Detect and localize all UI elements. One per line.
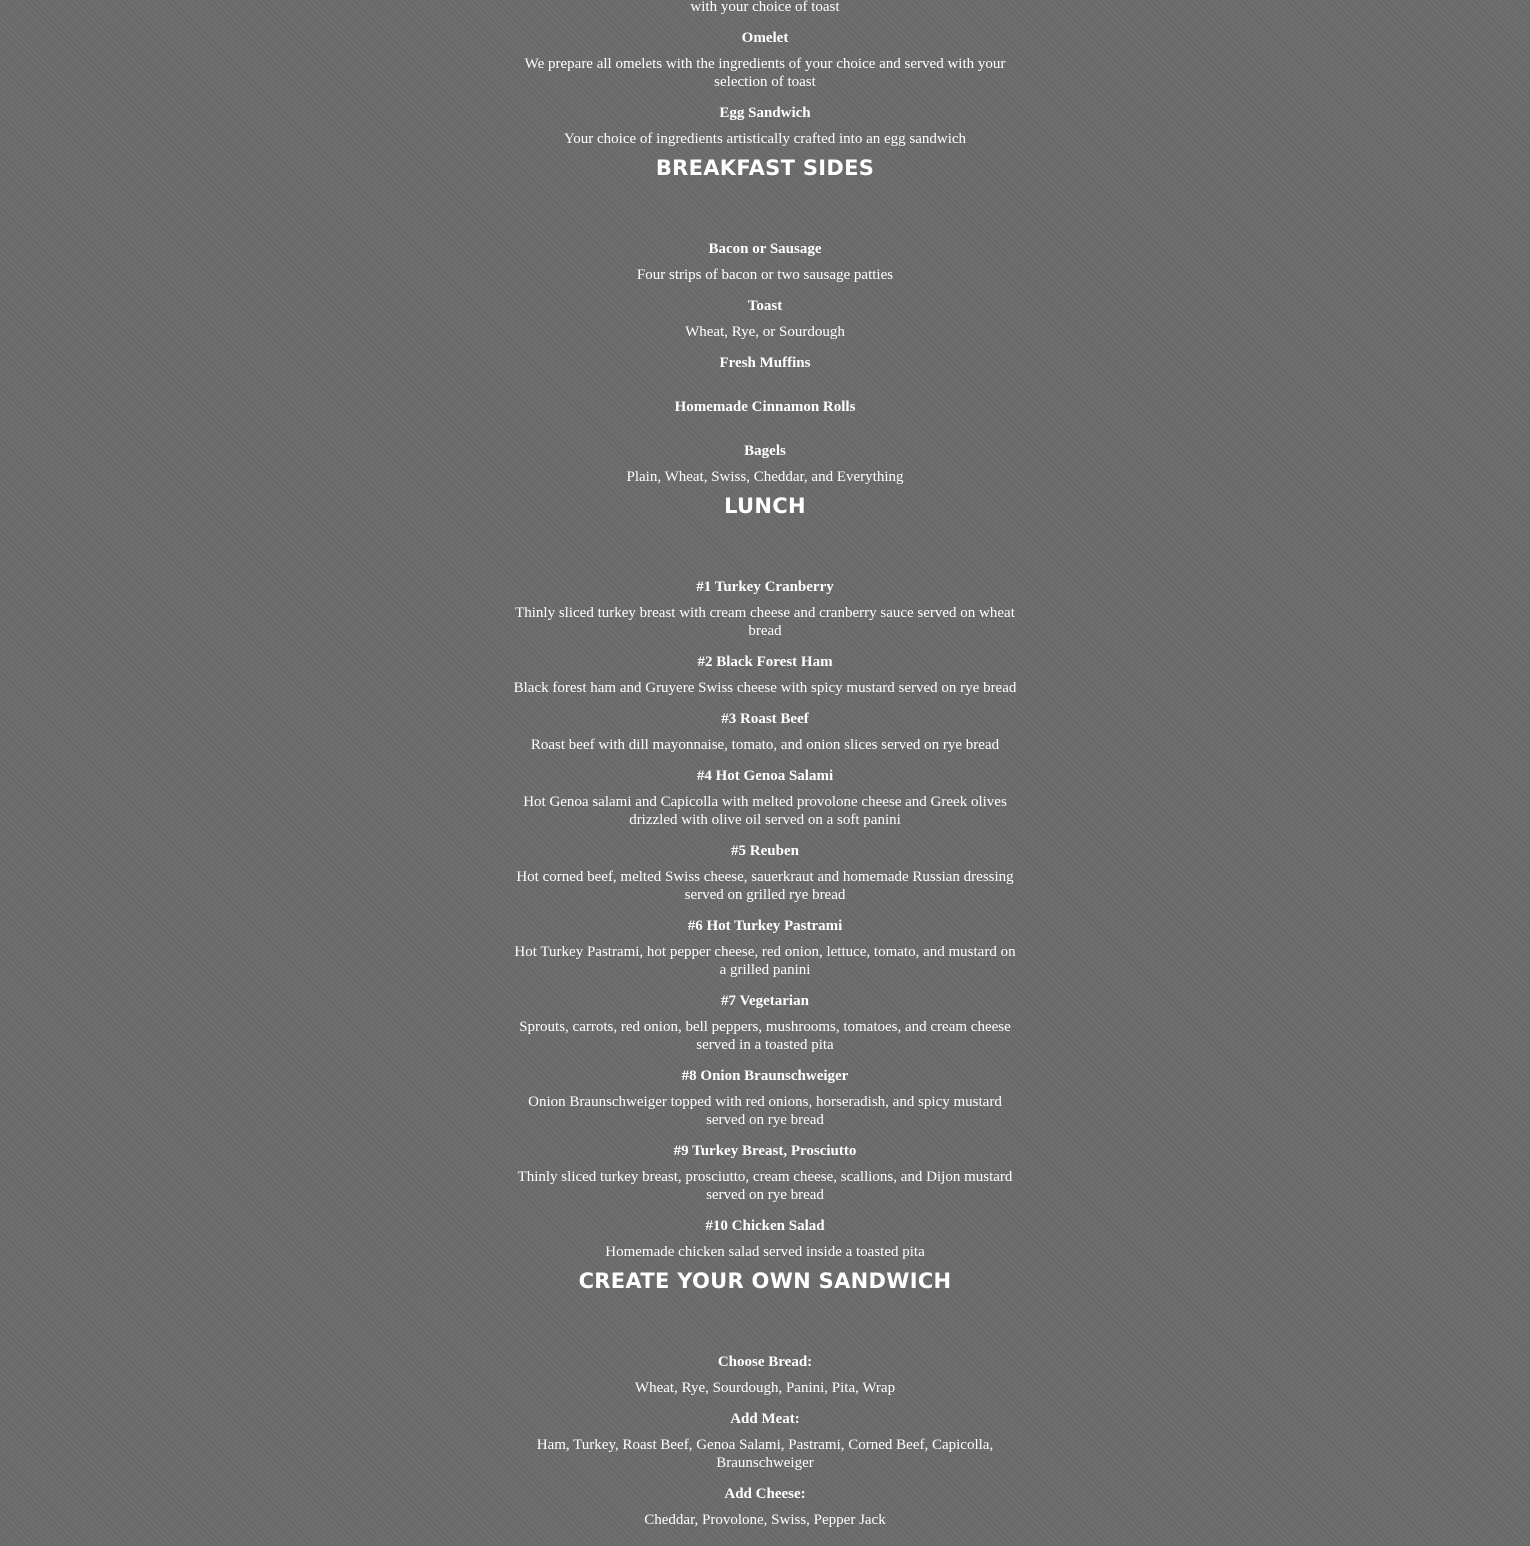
item-name: Bacon or Sausage [708, 241, 822, 257]
lunch-item [510, 1129, 1020, 1204]
item-description: Thinly sliced turkey breast, prosciutto, cream cheese, scallions, and Dijon mustard served on rye bread [517, 1169, 1013, 1203]
item-description: Wheat, Rye, Sourdough, Panini, Pita, Wrap [634, 1380, 896, 1396]
item-description: Sprouts, carrots, red onion, bell peppers, mushrooms, tomatoes, and cream cheese served in a toasted pita [519, 1019, 1011, 1053]
item-name: #4 Hot Genoa Salami [696, 768, 834, 784]
previous-item-description-tail: with your choice of toast [690, 0, 840, 15]
item-name: #1 Turkey Cranberry [696, 579, 834, 595]
item-name: Bagels [744, 443, 786, 459]
item-description: Wheat, Rye, or Sourdough [685, 324, 845, 340]
item-name: #8 Onion Braunschweiger [681, 1068, 849, 1084]
section-heading-breakfast-sides: BREAKFAST SIDES [655, 156, 875, 180]
item-name: #10 Chicken Salad [705, 1218, 825, 1234]
item-description: Roast beef with dill mayonnaise, tomato, and onion slices served on rye bread [530, 737, 1000, 753]
lunch-item [510, 697, 1020, 754]
lunch-item [510, 1204, 1020, 1261]
option-add-meat [510, 1397, 1020, 1472]
item-description: We prepare all omelets with the ingredients of your choice and served with your selection of toast [524, 56, 1006, 90]
item-description: Four strips of bacon or two sausage patties [636, 267, 894, 283]
lunch-item [510, 640, 1020, 697]
option-add-cheese [510, 1472, 1020, 1529]
item-description: Onion Braunschweiger topped with red onions, horseradish, and spicy mustard served on rye bread [528, 1094, 1002, 1128]
item-name: Add Meat: [730, 1411, 800, 1427]
lunch-item [510, 979, 1020, 1054]
lunch-item [510, 1054, 1020, 1129]
lunch-item [510, 829, 1020, 904]
item-name: #9 Turkey Breast, Prosciutto [673, 1143, 857, 1159]
item-name: #3 Roast Beef [721, 711, 809, 727]
lunch-item [510, 754, 1020, 829]
item-name: Omelet [741, 30, 789, 46]
menu-item-bacon-or-sausage [510, 227, 1020, 284]
menu-item-toast [510, 284, 1020, 341]
item-description: Hot corned beef, melted Swiss cheese, sauerkraut and homemade Russian dressing served on grilled rye bread [516, 869, 1014, 903]
section-heading-create-your-own: CREATE YOUR OWN SANDWICH [578, 1269, 952, 1293]
item-name: Egg Sandwich [719, 105, 811, 121]
menu-column [510, 0, 1020, 1529]
menu-item-omelet [510, 16, 1020, 91]
option-choose-bread [510, 1340, 1020, 1397]
item-description: Black forest ham and Gruyere Swiss cheese with spicy mustard served on rye bread [513, 680, 1017, 696]
item-name: Homemade Cinnamon Rolls [674, 399, 856, 415]
item-description: Thinly sliced turkey breast with cream cheese and cranberry sauce served on wheat bread [515, 605, 1015, 639]
item-name: #6 Hot Turkey Pastrami [687, 918, 843, 934]
item-description: Ham, Turkey, Roast Beef, Genoa Salami, Pastrami, Corned Beef, Capicolla, Braunschweiger [536, 1437, 994, 1471]
item-name: Add Cheese: [724, 1486, 806, 1502]
item-description: Cheddar, Provolone, Swiss, Pepper Jack [644, 1512, 886, 1528]
menu-item-egg-sandwich [510, 91, 1020, 148]
item-description: Hot Genoa salami and Capicolla with melted provolone cheese and Greek olives drizzled with olive oil served on a soft panini [523, 794, 1007, 828]
lunch-item [510, 565, 1020, 640]
item-name: #2 Black Forest Ham [697, 654, 833, 670]
item-name: Choose Bread: [717, 1354, 813, 1370]
item-name: #5 Reuben [731, 843, 799, 859]
lunch-item [510, 904, 1020, 979]
item-name: Fresh Muffins [719, 355, 811, 371]
item-name: #7 Vegetarian [721, 993, 809, 1009]
item-description: Your choice of ingredients artistically crafted into an egg sandwich [563, 131, 967, 147]
section-heading-lunch: LUNCH [724, 494, 806, 518]
item-description: Homemade chicken salad served inside a toasted pita [605, 1244, 925, 1260]
lunch-item-list [510, 565, 1020, 1261]
item-description: Hot Turkey Pastrami, hot pepper cheese, red onion, lettuce, tomato, and mustard on a grilled panini [514, 944, 1016, 978]
item-description: Plain, Wheat, Swiss, Cheddar, and Everything [626, 469, 904, 485]
item-name: Toast [747, 298, 783, 314]
